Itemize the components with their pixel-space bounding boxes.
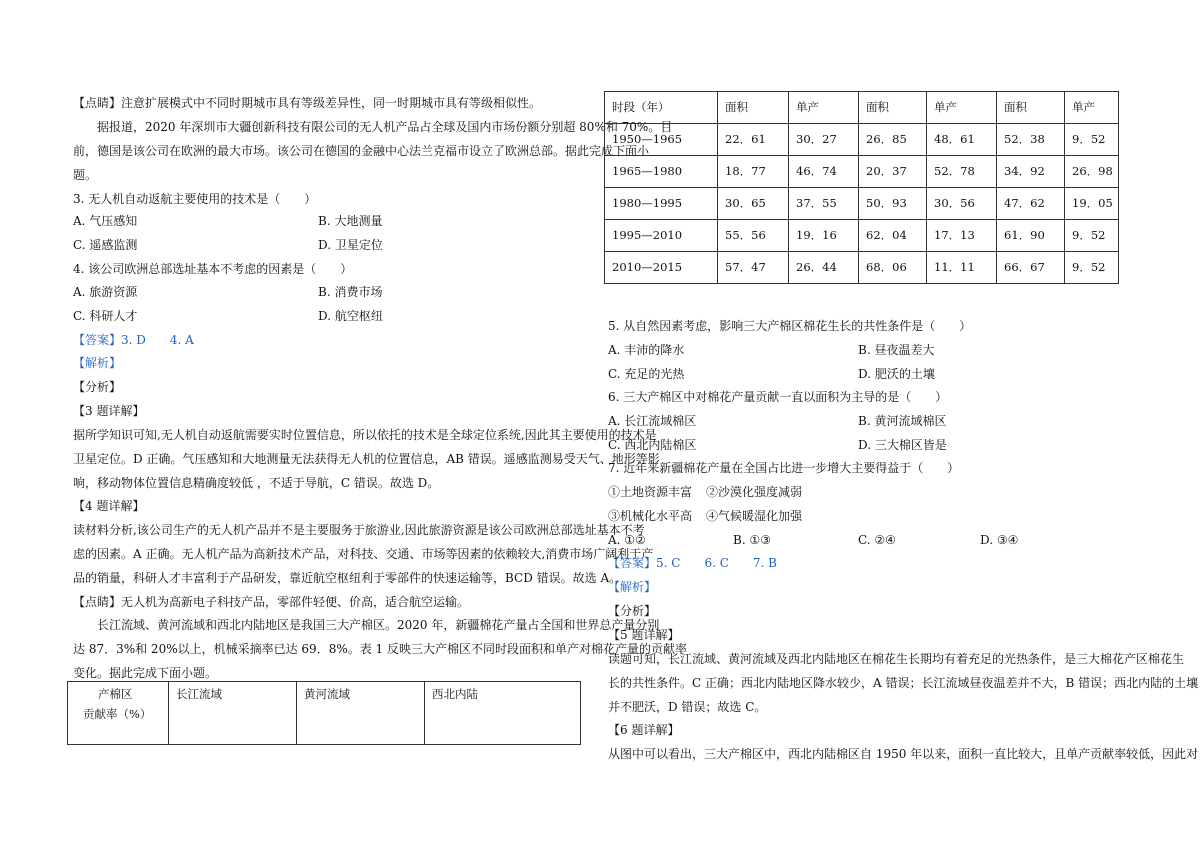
- q5-option-b: B. 昼夜温差大: [858, 343, 935, 357]
- table-2-header-cell: 面积: [859, 92, 927, 124]
- table-2-header-row: [605, 92, 1119, 124]
- table-2-cell: 30．56: [927, 188, 997, 220]
- table-2-cell: 30．27: [789, 124, 859, 156]
- answer-3-4: 【答案】3. D 4. A: [73, 333, 194, 347]
- q3-option-b: B. 大地测量: [318, 214, 383, 228]
- q6-detail-heading: 【6 题详解】: [608, 723, 680, 737]
- q6-option-c: C. 西北内陆棉区: [608, 438, 697, 452]
- q7-item-4: ④气候暖湿化加强: [706, 509, 803, 523]
- q5-option-d: D. 肥沃的土壤: [858, 367, 935, 381]
- table-2-header-cell: 单产: [789, 92, 859, 124]
- table-2-cell: 9．52: [1065, 252, 1119, 284]
- q4-detail-line-3: 品的销量，科研人才丰富利于产品研发，靠近航空枢纽利于零部件的快速运输等，BCD 错误。故选 A。: [73, 571, 622, 585]
- q4-detail-line-1: 读材料分析,该公司生产的无人机产品并不是主要服务于旅游业,因此旅游资源是该公司欧洲总部选址基本不考: [73, 523, 645, 537]
- passage-2-line-1: 长江流域、黄河流域和西北内陆地区是我国三大产棉区。2020 年，新疆棉花产量占全国和世界总产量分别: [97, 618, 660, 632]
- table-2-cell: 22．61: [718, 124, 789, 156]
- table-2-cell: 1950—1965: [605, 124, 718, 156]
- table-1: [67, 681, 581, 745]
- q3-detail-line-1: 据所学知识可知,无人机自动返航需要实时位置信息，所以依托的技术是全球定位系统,因此其主要使用的技术是: [73, 428, 657, 442]
- q6-option-a: A. 长江流域棉区: [608, 414, 697, 428]
- table-2-cell: 20．37: [859, 156, 927, 188]
- table-2-cell: 18．77: [718, 156, 789, 188]
- q5-detail-line-1: 读题可知，长江流域、黄河流域及西北内陆地区在棉花生长期均有着充足的光热条件，是三大棉花产区棉花生: [608, 652, 1185, 666]
- answer-5-7: 【答案】5. C 6. C 7. B: [608, 556, 777, 570]
- jiexi-label: 【解析】: [73, 356, 122, 370]
- table-2-cell: 46．74: [789, 156, 859, 188]
- q7-option-a: A. ①②: [608, 533, 646, 547]
- q7-option-b: B. ①③: [733, 533, 771, 547]
- table-1-col-yangtze: 长江流域: [169, 682, 297, 745]
- table-2-cell: 9．52: [1065, 220, 1119, 252]
- q7-option-c: C. ②④: [858, 533, 896, 547]
- table-2-cell: 52．38: [997, 124, 1065, 156]
- question-3: 3. 无人机自动返航主要使用的技术是（ ）: [73, 192, 317, 206]
- table-2-row: [605, 124, 1119, 156]
- q4-option-b: B. 消费市场: [318, 285, 383, 299]
- jiexi-label-2: 【解析】: [608, 580, 657, 594]
- fenxi-label: 【分析】: [73, 380, 122, 394]
- q4-option-d: D. 航空枢纽: [318, 309, 383, 323]
- q7-item-3: ③机械化水平高: [608, 509, 693, 523]
- dianjing-note-1: 【点睛】注意扩展模式中不同时期城市具有等级差异性，同一时期城市具有等级相似性。: [73, 96, 542, 110]
- q3-detail-line-2: 卫星定位。D 正确。气压感知和大地测量无法获得无人机的位置信息，AB 错误。遥感监测易受天气、地形等影: [73, 452, 660, 466]
- table-2: [604, 91, 1119, 284]
- question-4: 4. 该公司欧洲总部选址基本不考虑的因素是（ ）: [73, 262, 353, 276]
- passage-1-line-2: 前，德国是该公司在欧洲的最大市场。该公司在德国的金融中心法兰克福市设立了欧洲总部。据此完成下面小: [73, 144, 650, 158]
- table-2-cell: 17．13: [927, 220, 997, 252]
- table-2-header-cell: 单产: [927, 92, 997, 124]
- q7-item-1: ①土地资源丰富: [608, 485, 693, 499]
- q4-option-c: C. 科研人才: [73, 309, 138, 323]
- q7-option-d: D. ③④: [980, 533, 1019, 547]
- q6-detail-line-1: 从图中可以看出，三大产棉区中，西北内陆棉区自 1950 年以来，面积一直比较大，且单产贡献率较低，因此对: [608, 747, 1199, 761]
- q6-option-d: D. 三大棉区皆是: [858, 438, 947, 452]
- q4-option-a: A. 旅游资源: [73, 285, 138, 299]
- q7-item-2: ②沙漠化强度减弱: [706, 485, 803, 499]
- passage-1-line-1: 据报道，2020 年深圳市大疆创新科技有限公司的无人机产品占全球及国内市场份额分别超 80%和 70%。目: [97, 120, 673, 134]
- table-2-cell: 61．90: [997, 220, 1065, 252]
- table-2-cell: 37．55: [789, 188, 859, 220]
- passage-1-line-3: 题。: [73, 168, 98, 182]
- table-2-cell: 57．47: [718, 252, 789, 284]
- table-2-row: [605, 188, 1119, 220]
- table-2-cell: 34．92: [997, 156, 1065, 188]
- table-2-cell: 1980—1995: [605, 188, 718, 220]
- q3-detail-heading: 【3 题详解】: [73, 404, 145, 418]
- table-2-cell: 47．62: [997, 188, 1065, 220]
- table-2-row: [605, 252, 1119, 284]
- passage-2-line-2: 达 87．3%和 20%以上，机械采摘率已达 69．8%。表 1 反映三大产棉区不同时段面积和单产对棉花产量的贡献率: [73, 642, 687, 656]
- table-1-col-northwest: 西北内陆: [425, 682, 581, 745]
- q5-detail-line-3: 并不肥沃，D 错误；故选 C。: [608, 700, 767, 714]
- table-2-cell: 66．67: [997, 252, 1065, 284]
- table-2-row: [605, 220, 1119, 252]
- table-2-header-cell: 时段（年）: [605, 92, 718, 124]
- table-2-row: [605, 156, 1119, 188]
- table-2-cell: 9．52: [1065, 124, 1119, 156]
- fenxi-label-2: 【分析】: [608, 604, 657, 618]
- question-7: 7. 近年来新疆棉花产量在全国占比进一步增大主要得益于（ ）: [608, 461, 960, 475]
- q3-option-a: A. 气压感知: [73, 214, 138, 228]
- q3-detail-line-3: 响，移动物体位置信息精确度较低 ，不适于导航，C 错误。故选 D。: [73, 476, 440, 490]
- table-2-cell: 26．98: [1065, 156, 1119, 188]
- q5-detail-heading: 【5 题详解】: [608, 628, 680, 642]
- table-2-cell: 19．05: [1065, 188, 1119, 220]
- q6-option-b: B. 黄河流域棉区: [858, 414, 947, 428]
- table-2-cell: 11．11: [927, 252, 997, 284]
- table-2-cell: 62．04: [859, 220, 927, 252]
- q3-option-d: D. 卫星定位: [318, 238, 383, 252]
- table-2-cell: 19．16: [789, 220, 859, 252]
- table-1-corner-line-2: 贡献率（%）: [83, 706, 152, 721]
- q5-option-a: A. 丰沛的降水: [608, 343, 685, 357]
- q3-option-c: C. 遥感监测: [73, 238, 138, 252]
- passage-2-line-3: 变化。据此完成下面小题。: [73, 666, 218, 680]
- table-2-cell: 26．44: [789, 252, 859, 284]
- table-2-cell: 52．78: [927, 156, 997, 188]
- table-2-cell: 1965—1980: [605, 156, 718, 188]
- q4-detail-line-2: 虑的因素。A 正确。无人机产品为高新技术产品，对科技、交通、市场等因素的依赖较大,消费市场广阔利于产: [73, 547, 654, 561]
- table-2-cell: 50．93: [859, 188, 927, 220]
- q4-detail-line-4: 【点睛】无人机为高新电子科技产品，零部件轻便、价高，适合航空运输。: [73, 595, 470, 609]
- table-2-cell: 30．65: [718, 188, 789, 220]
- q5-detail-line-2: 长的共性条件。C 正确；西北内陆地区降水较少，A 错误；长江流域昼夜温差并不大，B 错误；西北内陆的土壤: [608, 676, 1199, 690]
- table-2-header-cell: 单产: [1065, 92, 1119, 124]
- table-1-corner-header: [68, 682, 169, 745]
- question-6: 6. 三大产棉区中对棉花产量贡献一直以面积为主导的是（ ）: [608, 390, 948, 404]
- table-2-header-cell: 面积: [997, 92, 1065, 124]
- table-2-cell: 48．61: [927, 124, 997, 156]
- table-2-cell: 26．85: [859, 124, 927, 156]
- table-2-cell: 55．56: [718, 220, 789, 252]
- table-2-cell: 68．06: [859, 252, 927, 284]
- table-2-cell: 2010—2015: [605, 252, 718, 284]
- table-1-corner-line-1: 产棉区: [98, 687, 133, 701]
- q5-option-c: C. 充足的光热: [608, 367, 685, 381]
- table-2-header-cell: 面积: [718, 92, 789, 124]
- table-2-cell: 1995—2010: [605, 220, 718, 252]
- q4-detail-heading: 【4 题详解】: [73, 499, 145, 513]
- question-5: 5. 从自然因素考虑，影响三大产棉区棉花生长的共性条件是（ ）: [608, 319, 972, 333]
- table-1-col-yellow: 黄河流域: [297, 682, 425, 745]
